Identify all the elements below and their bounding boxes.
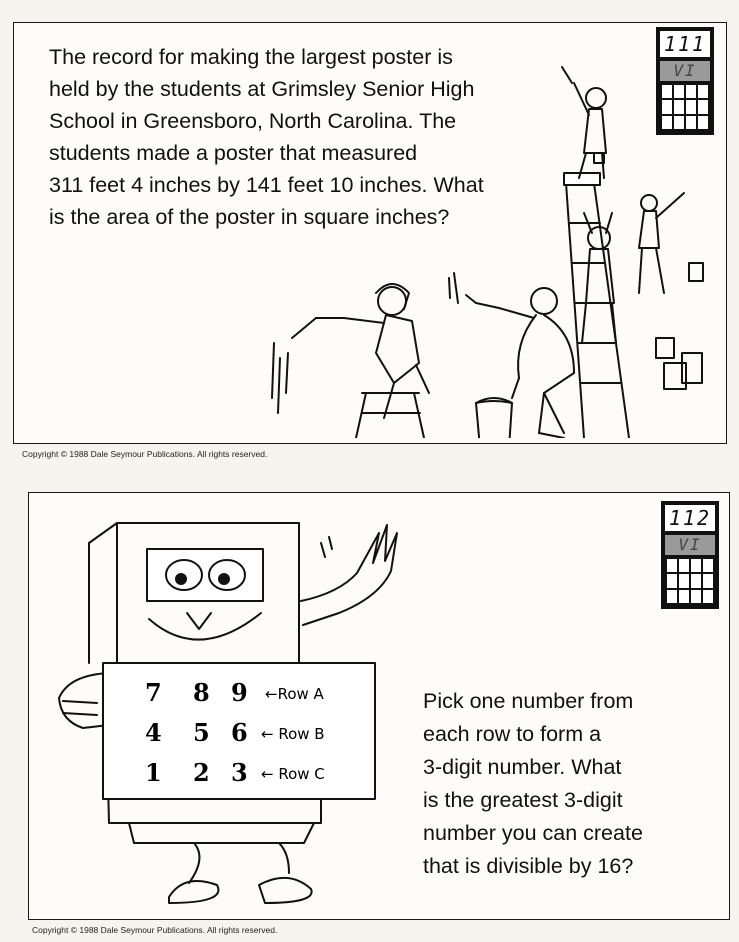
card-number: 112 xyxy=(665,505,715,531)
keypad-row-a xyxy=(145,678,325,707)
copyright-notice: Copyright © 1988 Dale Seymour Publications. All rights reserved. xyxy=(22,449,268,459)
legs-and-feet xyxy=(169,843,312,903)
painters-illustration xyxy=(244,53,714,438)
painter-middle xyxy=(582,213,616,343)
level-indicator: VI xyxy=(660,61,710,81)
painter-top xyxy=(562,67,606,178)
problem-card-112 xyxy=(28,492,730,920)
row-label: ← Row B xyxy=(261,725,325,743)
keypad-digit: 7 xyxy=(145,678,162,707)
keypad-digit: 2 xyxy=(193,758,210,787)
keypad-row-c xyxy=(145,758,325,787)
painter-right xyxy=(639,193,684,293)
keypad-digit: 8 xyxy=(193,678,210,707)
keypad-digit: 1 xyxy=(145,758,162,787)
painter-left xyxy=(292,284,429,438)
copyright-notice: Copyright © 1988 Dale Seymour Publications. All rights reserved. xyxy=(32,925,278,935)
question-text: Pick one number from each row to form a 3-digit number. What is the greatest 3-digit number you can create that is divisible by 16? xyxy=(423,689,643,878)
holding-hand xyxy=(59,673,109,728)
keypad-digit: 6 xyxy=(231,718,248,747)
card-number: 111 xyxy=(660,31,710,57)
keypad-digit: 5 xyxy=(193,718,210,747)
keypad-row-b xyxy=(145,718,325,747)
row-label: ←Row A xyxy=(265,685,324,703)
keypad-digit: 9 xyxy=(231,678,248,707)
level-indicator: VI xyxy=(665,535,715,555)
keypad xyxy=(103,663,443,799)
card-number-badge xyxy=(661,501,719,609)
waving-hand xyxy=(301,525,399,625)
keypad-digit: 4 xyxy=(145,718,162,747)
keypad-digit: 3 xyxy=(231,758,248,787)
ladder-drawing xyxy=(564,173,629,438)
question-text: The record for making the largest poster is held by the students at Grimsley Senior High School in Greensboro, North Carolina. The students made a poster that measured 311 feet 4 inches by 141 feet 10 inches. What is the area of the poster in square inches? xyxy=(49,45,484,229)
paint-cans xyxy=(656,263,703,389)
painter-crouching xyxy=(466,288,574,438)
row-label: ← Row C xyxy=(261,765,325,783)
problem-card-111 xyxy=(13,22,727,444)
calculator-grid-icon xyxy=(667,559,713,603)
